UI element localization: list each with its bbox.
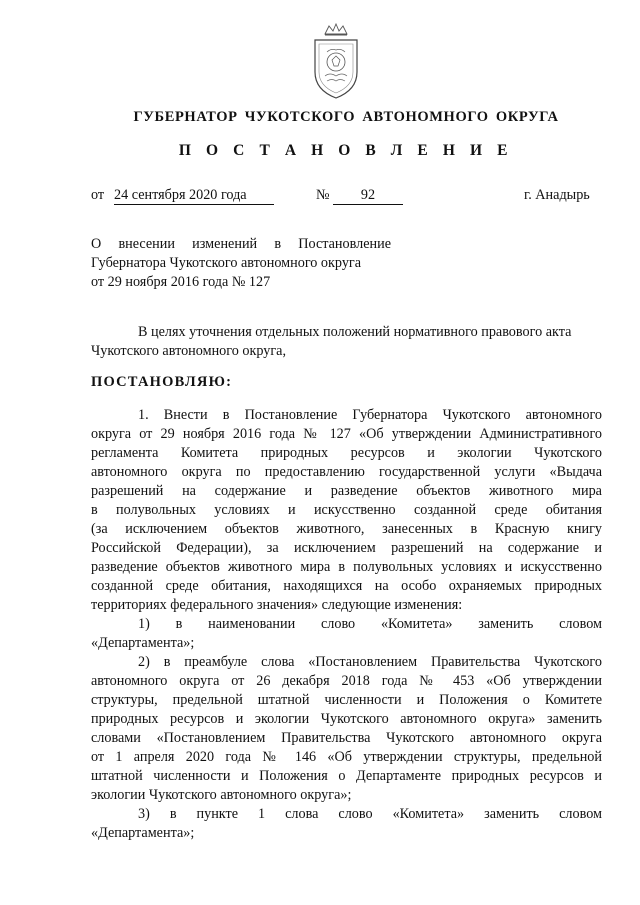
body-line: экологии Чукотского автономного округа»;	[91, 787, 352, 803]
body-line: 1. Внести в Постановление Губернатора Чукотского автономного	[138, 407, 602, 423]
body-line: штатной численности и Положения о Департаменте природных ресурсов и	[91, 768, 602, 784]
document-body	[91, 406, 602, 843]
body-line: от 1 апреля 2020 года № 146 «Об утверждении структуры, предельной	[91, 749, 602, 765]
body-line: разрешений на содержание и разведение объектов животного мира	[91, 483, 602, 499]
body-line: созданной среде обитания, находящихся на особо охраняемых природных	[91, 578, 602, 594]
body-line: природных ресурсов и экологии Чукотского автономного округа» заменить	[91, 711, 602, 727]
document-number: 92	[333, 187, 403, 205]
body-line: автономного округа по предоставлению государственной услуги «Выдача	[91, 464, 602, 480]
preamble-line: В целях уточнения отдельных положений нормативного правового акта	[138, 324, 572, 340]
body-line: в полувольных условиях и искусственно созданной среде обитания	[91, 502, 602, 518]
document-type-title: П О С Т А Н О В Л Е Н И Е	[178, 142, 514, 159]
body-line: структуры, предельной штатной численности и Положения о Комитете	[91, 692, 602, 708]
document-date: 24 сентября 2020 года	[114, 187, 274, 205]
preamble-line: Чукотского автономного округа,	[91, 343, 287, 359]
preamble	[91, 323, 602, 361]
date-prefix: от	[91, 187, 105, 203]
body-line: «Департамента»;	[91, 825, 195, 841]
subject-line: О внесении изменений в Постановление	[91, 236, 391, 252]
decree-heading: ПОСТАНОВЛЯЮ:	[91, 374, 233, 390]
body-line: разведение объектов животного мира в полувольных условиях и искусственно	[91, 559, 602, 575]
body-line: регламента Комитета природных ресурсов и экологии Чукотского	[91, 445, 602, 461]
document-subject	[91, 235, 391, 292]
subject-line: от 29 ноября 2016 года № 127	[91, 274, 271, 290]
body-line: (за исключением объектов животного, занесенных в Красную книгу	[91, 521, 602, 537]
body-line: округа от 29 ноября 2016 года № 127 «Об утверждении Административного	[91, 426, 602, 442]
body-line: словами «Постановлением Правительства Чукотского автономного округа	[91, 730, 602, 746]
body-line: 1) в наименовании слово «Комитета» заменить словом	[138, 616, 602, 632]
body-line: 2) в преамбуле слова «Постановлением Правительства Чукотского	[138, 654, 602, 670]
issuing-authority: ГУБЕРНАТОР ЧУКОТСКОГО АВТОНОМНОГО ОКРУГА	[133, 109, 559, 125]
body-line: 3) в пункте 1 слова слово «Комитета» заменить словом	[138, 806, 602, 822]
document-city: г. Анадырь	[524, 187, 590, 203]
body-line: автономного округа от 26 декабря 2018 года № 453 «Об утверждении	[91, 673, 602, 689]
body-line: Российской Федерации), за исключением разрешений на содержание и	[91, 540, 602, 556]
body-line: «Департамента»;	[91, 635, 195, 651]
subject-line: Губернатора Чукотского автономного округа	[91, 255, 362, 271]
body-line: территориях федерального значения» следующие изменения:	[91, 597, 463, 613]
coat-of-arms-icon	[303, 22, 369, 102]
number-sign: №	[316, 187, 330, 203]
